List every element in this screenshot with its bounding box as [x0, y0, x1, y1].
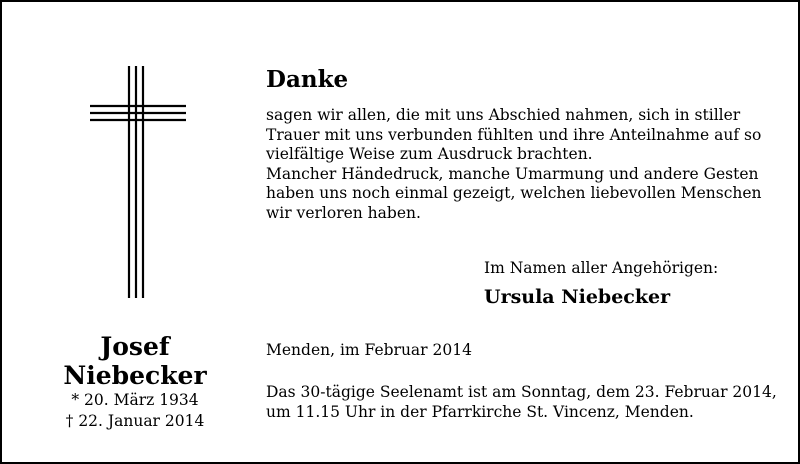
- message: [266, 106, 786, 223]
- place-date: Menden, im Februar 2014: [266, 341, 472, 359]
- message-line: wir verloren haben.: [266, 203, 421, 222]
- signer-name: Ursula Niebecker: [484, 286, 671, 308]
- notice-line: Das 30-tägige Seelenamt ist am Sonntag, dem 23. Februar 2014,: [266, 383, 777, 401]
- on-behalf-text: Im Namen aller Angehörigen:: [484, 259, 719, 277]
- message-line: Trauer mit uns verbunden fühlten und ihre Anteilnahme auf so: [266, 125, 762, 144]
- cross-icon: [90, 66, 186, 298]
- deceased-name: Josef Niebecker: [63, 332, 207, 390]
- birth-date: * 20. März 1934: [71, 391, 199, 409]
- heading: Danke: [266, 66, 349, 93]
- deceased-info: [30, 332, 240, 432]
- message-line: haben uns noch einmal gezeigt, welchen liebevollen Menschen: [266, 184, 762, 202]
- message-line: sagen wir allen, die mit uns Abschied nahmen, sich in stiller: [266, 106, 741, 124]
- mass-notice: [266, 382, 777, 422]
- message-line: vielfältige Weise zum Ausdruck brachten.: [266, 145, 593, 163]
- notice-line: um 11.15 Uhr in der Pfarrkirche St. Vincenz, Menden.: [266, 403, 694, 421]
- message-line: Mancher Händedruck, manche Umarmung und andere Gesten: [266, 164, 759, 183]
- death-date: † 22. Januar 2014: [65, 412, 205, 430]
